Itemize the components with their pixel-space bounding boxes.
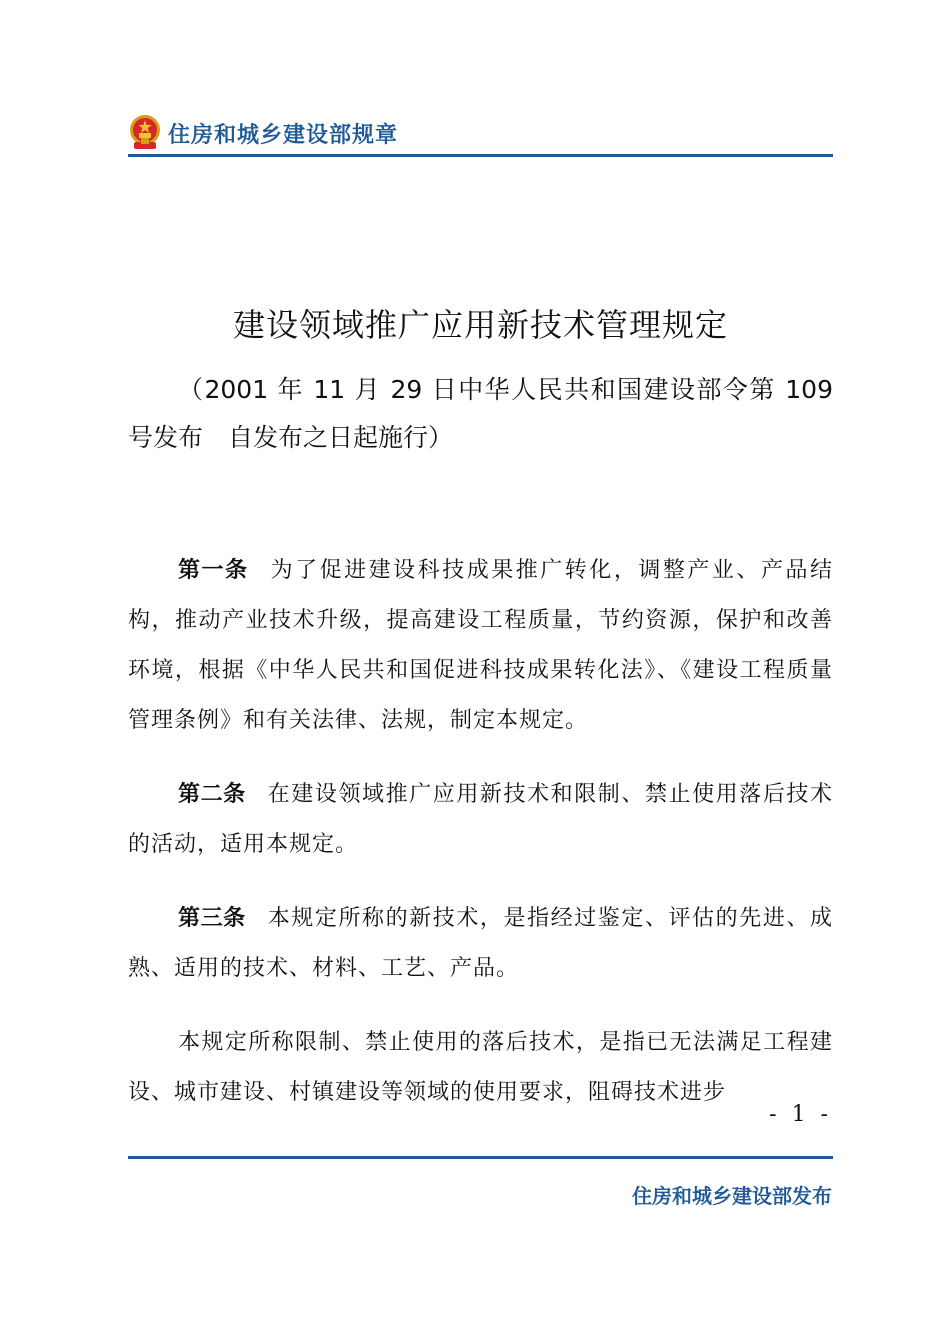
article-label: 第二条: [178, 782, 246, 807]
article-text: 本规定所称的新技术，是指经过鉴定、评估的先进、成熟、适用的技术、材料、工艺、产品。: [128, 906, 833, 981]
article-label: 第三条: [178, 906, 246, 931]
document-body: [128, 546, 833, 1142]
article-paragraph: [128, 770, 833, 870]
document-title: 建设领域推广应用新技术管理规定: [232, 306, 728, 344]
footer-publisher: 住房和城乡建设部发布: [632, 1184, 832, 1208]
article-paragraph: [128, 894, 833, 994]
document-subtitle: （2001 年 11 月 29 日中华人民共和国建设部令第 109 号发布 自发布之日起施行）: [128, 375, 833, 452]
header-title: 住房和城乡建设部规章: [168, 123, 399, 148]
article-text: 为了促进建设科技成果推广转化，调整产业、产品结构，推动产业技术升级，提高建设工程质量，节约资源，保护和改善环境，根据《中华人民共和国促进科技成果转化法》、《建设工程质量管理条例》和有关法律、法规，制定本规定。: [128, 558, 833, 733]
article-text: 在建设领域推广应用新技术和限制、禁止使用落后技术的活动，适用本规定。: [128, 782, 833, 857]
page-number: - 1 -: [769, 1102, 832, 1127]
national-emblem-icon: [128, 114, 162, 152]
article-text: 本规定所称限制、禁止使用的落后技术，是指已无法满足工程建设、城市建设、村镇建设等领域的使用要求，阻碍技术进步: [128, 1030, 833, 1105]
footer-divider: [128, 1156, 833, 1159]
article-label: 第一条: [178, 558, 249, 583]
article-paragraph: [128, 1018, 833, 1118]
page-header: [128, 112, 833, 156]
header-divider: [128, 154, 833, 157]
article-paragraph: [128, 546, 833, 746]
